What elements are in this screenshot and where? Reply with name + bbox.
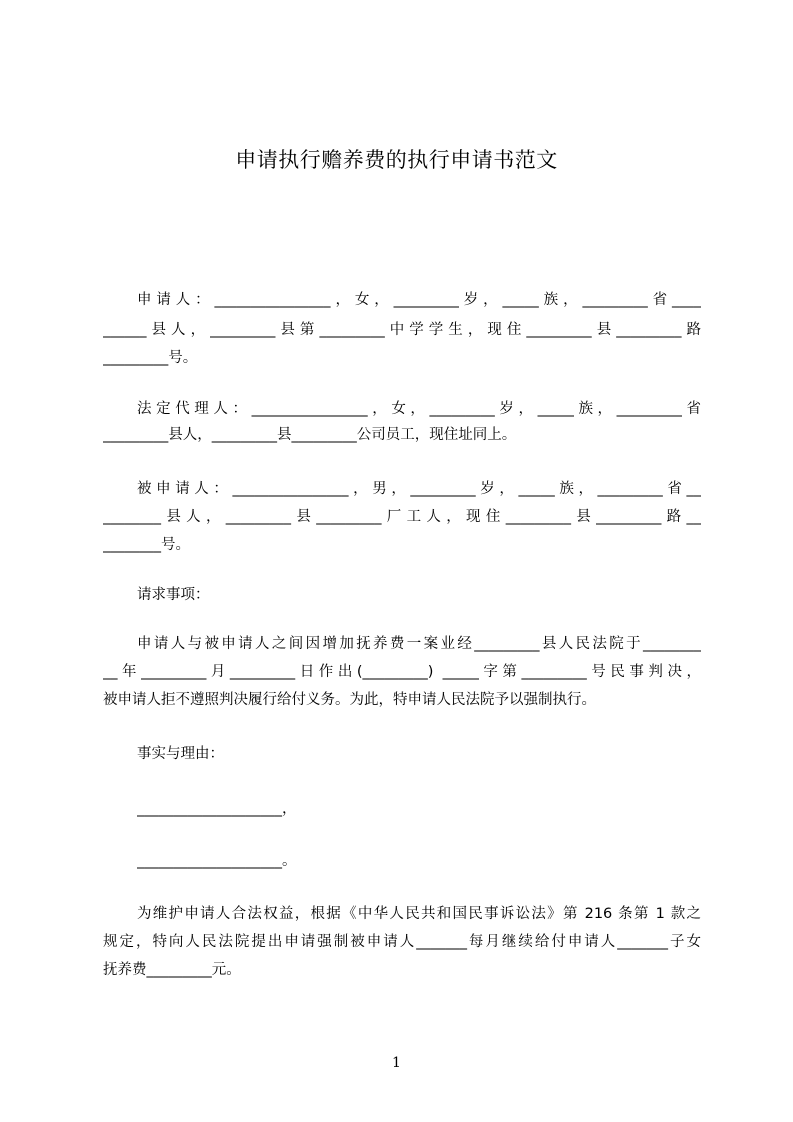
facts-blank-line-2: ____________________。 <box>137 853 297 869</box>
legal-agent-line-1: 法定代理人：________________，女，_________岁，_____族，_________省 <box>137 401 701 417</box>
applicant-line-3: _________号。 <box>103 350 198 366</box>
respondent-line-2: ________县人，_________县_________厂工人，现住_________县_________路__ <box>103 509 701 525</box>
request-body-line-2: __年_________月_________日作出(_________) _____字第_________号民事判决， <box>103 664 701 680</box>
page-number: 1 <box>392 1055 401 1071</box>
facts-blank-line-1: ____________________， <box>137 801 297 817</box>
respondent-line-1: 被申请人：________________，男，_________岁，_____族，_________省__ <box>137 481 701 497</box>
legal-agent-line-2: _________县人，_________县_________公司员工，现住址同上。 <box>103 427 517 443</box>
request-body-line-3: 被申请人拒不遵照判决履行给付义务。为此，特申请人民法院予以强制执行。 <box>103 692 596 708</box>
applicant-line-2: ______县人，_________县第_________中学学生，现住_________县_________路 <box>103 322 701 338</box>
closing-line-3: 抚养费_________元。 <box>103 962 241 978</box>
closing-line-2: 规定，特向人民法院提出申请强制被申请人_______每月继续给付申请人_______子女 <box>103 934 701 950</box>
request-heading: 请求事项： <box>137 587 210 603</box>
facts-heading: 事实与理由： <box>137 746 224 762</box>
document-title: 申请执行赡养费的执行申请书范文 <box>235 148 558 172</box>
request-body-line-1: 申请人与被申请人之间因增加抚养费一案业经_________县人民法院于________ <box>137 636 701 652</box>
closing-line-1: 为维护申请人合法权益，根据《中华人民共和国民事诉讼法》第 216 条第 1 款之 <box>137 906 701 922</box>
applicant-line-1: 申请人：________________，女，_________岁，_____族，_________省____ <box>137 292 701 308</box>
respondent-line-3: ________号。 <box>103 537 190 553</box>
